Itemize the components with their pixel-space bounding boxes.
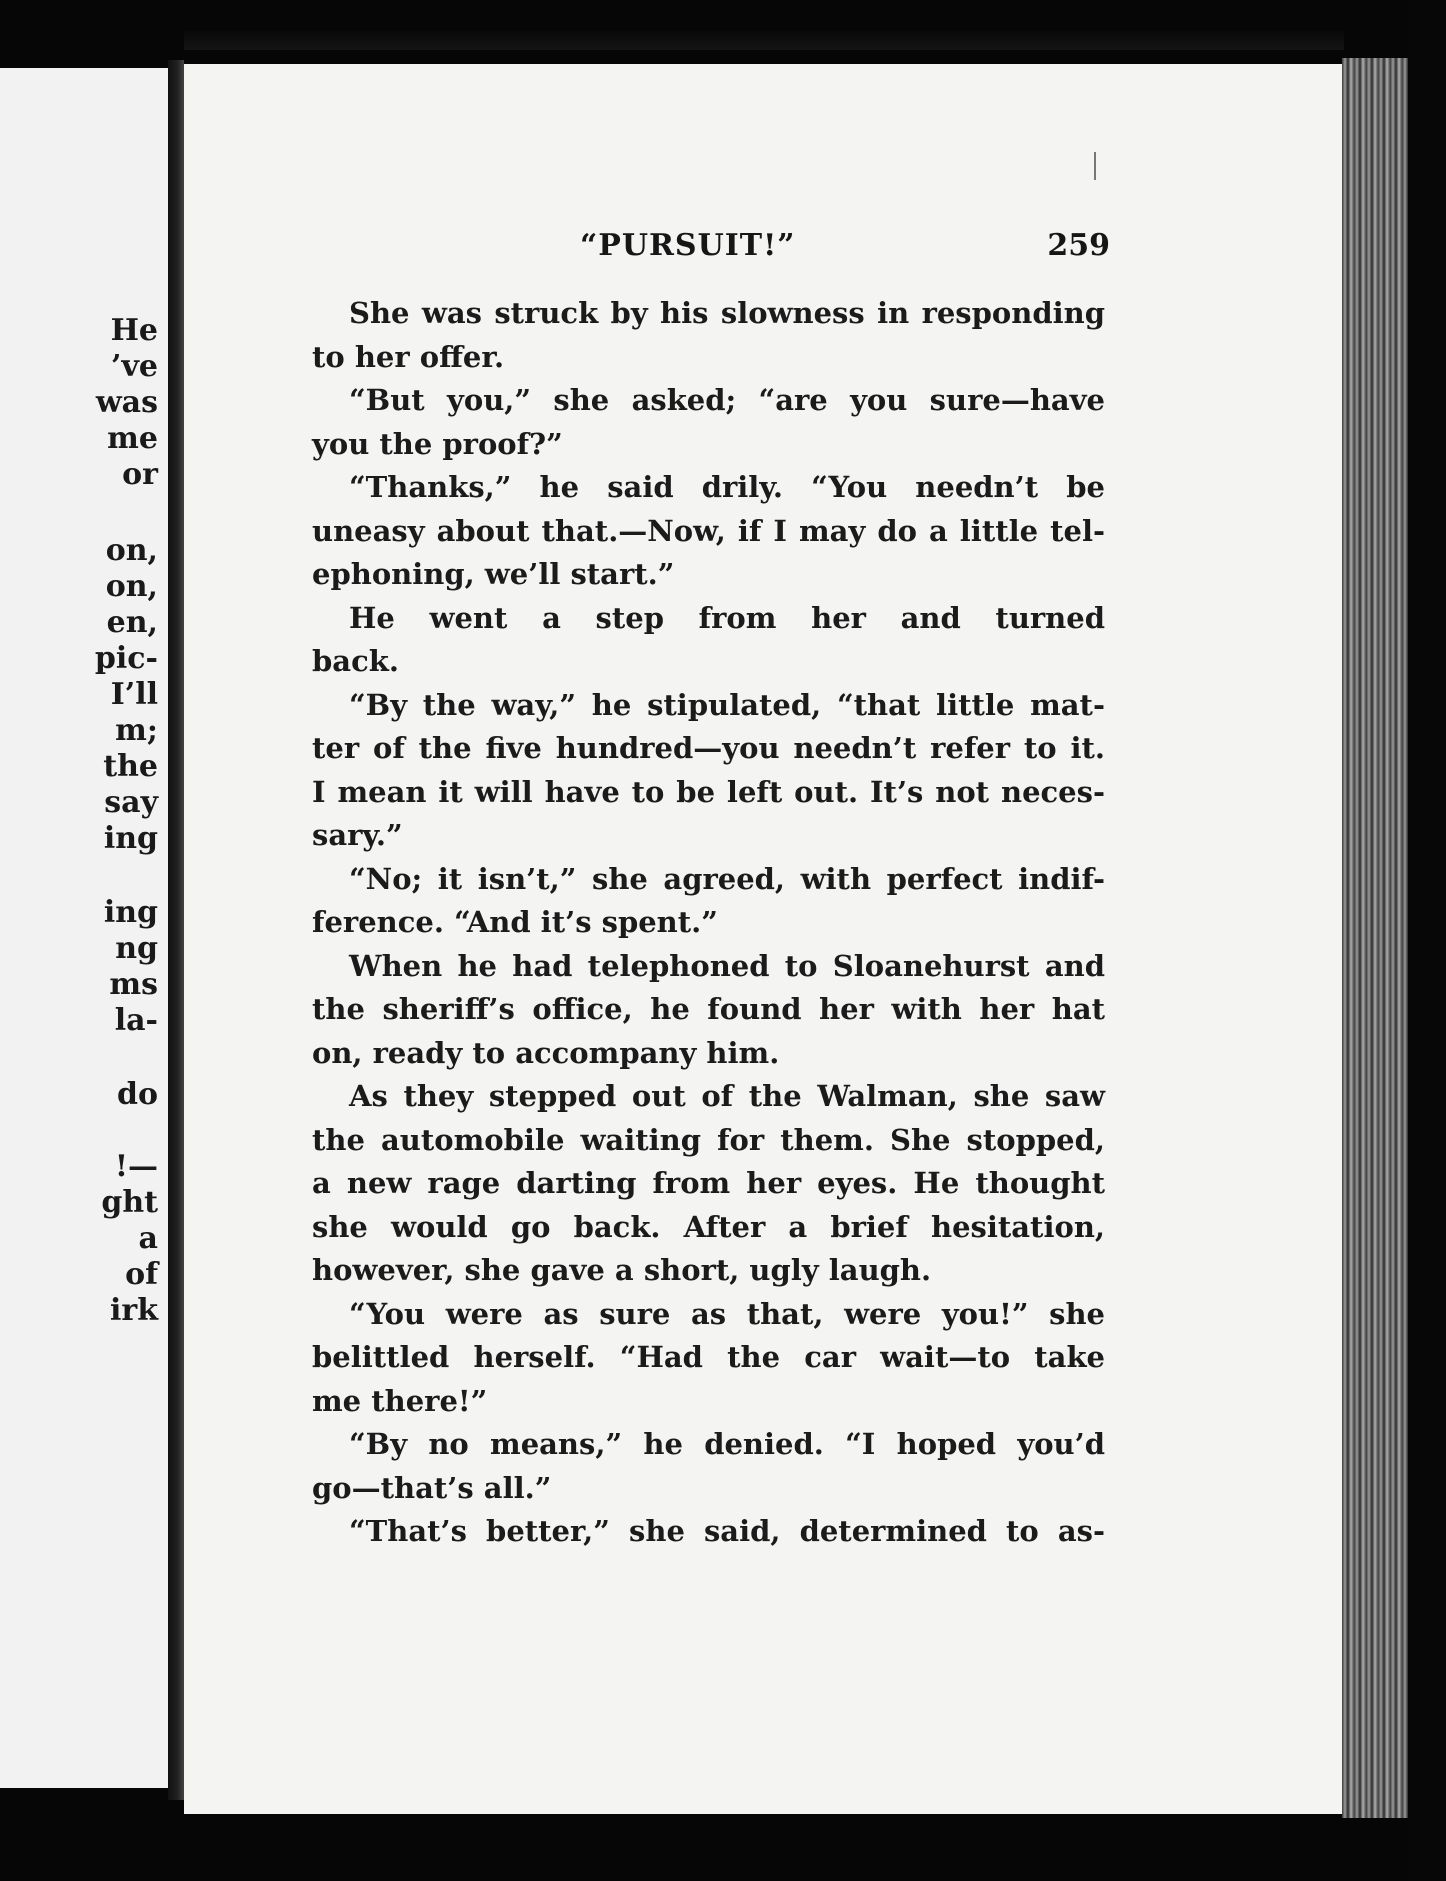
- left-page-fragment: m;: [115, 713, 158, 748]
- text-line: I mean it will have to be left out. It’s not neces-: [312, 774, 1105, 809]
- text-line: however, she gave a short, ugly laugh.: [312, 1253, 932, 1287]
- text-line: “No; it isn’t,” she agreed, with perfect indif-: [349, 861, 1105, 896]
- text-line: “Thanks,” he said drily. “You needn’t be: [349, 470, 1105, 504]
- text-line: She was struck by his slowness in responding: [349, 296, 1105, 330]
- text-line: belittled herself. “Had the car wait—to take: [312, 1340, 1105, 1374]
- left-page-fragment: do: [117, 1077, 158, 1112]
- text-line: “That’s better,” she said, determined to as-: [349, 1514, 1105, 1548]
- left-page-fragment: ing: [103, 895, 158, 930]
- text-line: “But you,” she asked; “are you sure—have: [349, 383, 1105, 417]
- left-page-fragment: ms: [109, 967, 158, 1002]
- left-page-fragment: He: [110, 313, 158, 348]
- text-line: ephoning, we’ll start.”: [312, 557, 675, 591]
- left-page-fragment: ing: [103, 821, 158, 856]
- left-page-fragment: me: [107, 421, 158, 456]
- left-page-fragment: on,: [105, 569, 158, 604]
- scan-mark: [1094, 152, 1096, 180]
- chapter-title: “PURSUIT!”: [580, 228, 796, 263]
- left-page-fragment: or: [122, 457, 158, 492]
- text-line: she would go back. After a brief hesitation,: [312, 1209, 1105, 1244]
- text-line: go—that’s all.”: [312, 1470, 552, 1505]
- left-page-fragment: was: [95, 385, 158, 420]
- book-gutter: [168, 60, 184, 1800]
- left-page-fragment: ght: [101, 1185, 158, 1220]
- text-line: back.: [312, 644, 399, 678]
- text-line: to her offer.: [312, 339, 505, 374]
- scan-border: [1408, 0, 1446, 1881]
- text-line: “By no means,” he denied. “I hoped you’d: [349, 1427, 1105, 1461]
- text-line: uneasy about that.—Now, if I may do a little tel-: [312, 513, 1105, 548]
- left-facing-page: [0, 68, 168, 1788]
- text-line: He went a step from her and turned: [349, 600, 1105, 635]
- left-page-fragment: the: [103, 749, 158, 784]
- left-page-fragment: I’ll: [110, 677, 158, 712]
- text-line: ference. “And it’s spent.”: [312, 905, 718, 939]
- text-line: When he had telephoned to Sloanehurst and: [349, 948, 1105, 983]
- left-page-fragment: ng: [115, 931, 158, 966]
- left-page-fragment: a: [138, 1221, 158, 1256]
- left-page-fragment: en,: [106, 605, 158, 640]
- text-line: the automobile waiting for them. She stopped,: [312, 1122, 1105, 1157]
- text-line: “You were as sure as that, were you!” she: [349, 1296, 1105, 1331]
- top-shadow-band: [184, 30, 1344, 50]
- left-page-fragment: !—: [114, 1149, 158, 1184]
- left-page-fragment: pic-: [94, 641, 158, 676]
- running-head: [390, 228, 1110, 272]
- text-line: on, ready to accompany him.: [312, 1035, 780, 1070]
- left-page-fragment: irk: [110, 1293, 158, 1328]
- text-line: “By the way,” he stipulated, “that little mat-: [349, 687, 1105, 722]
- text-line: you the proof?”: [312, 426, 563, 461]
- text-line: sary.”: [312, 818, 403, 852]
- left-page-fragment: on,: [105, 533, 158, 568]
- page-number: 259: [1047, 228, 1110, 263]
- text-line: me there!”: [312, 1383, 488, 1418]
- page-edges: [1342, 58, 1408, 1818]
- text-line: the sheriff’s office, he found her with her hat: [312, 992, 1105, 1026]
- left-page-fragment: of: [125, 1257, 158, 1292]
- left-page-fragment: say: [104, 785, 158, 820]
- text-line: As they stepped out of the Walman, she saw: [349, 1079, 1105, 1113]
- left-page-fragment: la-: [114, 1003, 158, 1038]
- text-line: ter of the five hundred—you needn’t refer to it.: [312, 731, 1105, 765]
- text-line: a new rage darting from her eyes. He thought: [312, 1166, 1105, 1200]
- left-page-fragment: ’ve: [111, 349, 158, 384]
- body-text: [312, 292, 1105, 1554]
